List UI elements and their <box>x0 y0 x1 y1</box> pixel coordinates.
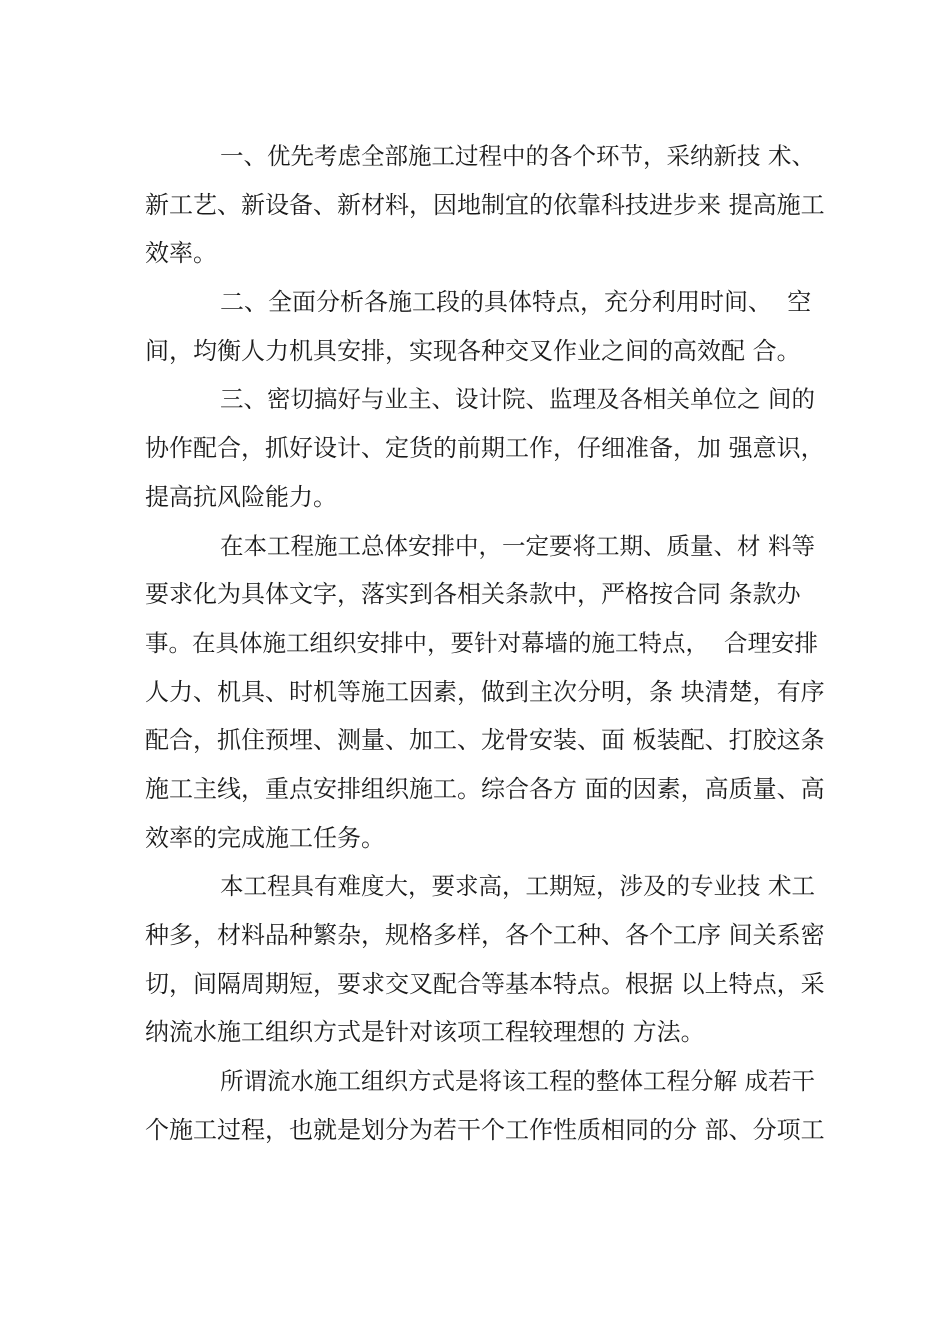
text-line: 提高抗风险能力。 <box>145 482 337 511</box>
text-line: 效率。 <box>145 239 217 268</box>
text-line: 在本工程施工总体安排中，一定要将工期、质量、材 料等 <box>220 531 815 560</box>
text-line: 效率的完成施工任务。 <box>145 823 385 852</box>
paragraph-1 <box>145 132 825 278</box>
paragraph-2 <box>145 278 825 375</box>
text-line: 二、全面分析各施工段的具体特点，充分利用时间、 空 <box>220 288 812 317</box>
paragraph-4 <box>145 522 825 863</box>
text-line: 切，间隔周期短，要求交叉配合等基本特点。根据 以上特点，采 <box>145 969 825 998</box>
paragraph-3 <box>145 375 825 521</box>
text-line: 个施工过程，也就是划分为若干个工作性质相同的分 部、分项工 <box>145 1115 825 1144</box>
text-line: 一、优先考虑全部施工过程中的各个环节，采纳新技 术、 <box>220 142 815 170</box>
text-line: 事。在具体施工组织安排中，要针对幕墙的施工特点， 合理安排 <box>145 628 818 657</box>
text-line: 施工主线，重点安排组织施工。综合各方 面的因素，高质量、高 <box>145 774 825 803</box>
text-line: 要求化为具体文字，落实到各相关条款中，严格按合同 条款办 <box>145 580 801 609</box>
paragraph-5 <box>145 862 825 1057</box>
paragraph-6 <box>145 1057 825 1154</box>
text-line: 三、密切搞好与业主、设计院、监理及各相关单位之 间的 <box>220 385 815 414</box>
text-line: 间，均衡人力机具安排，实现各种交叉作业之间的高效配 合。 <box>145 336 801 365</box>
text-line: 协作配合，抓好设计、定货的前期工作，仔细准备，加 强意识， <box>145 434 825 463</box>
text-line: 新工艺、新设备、新材料，因地制宜的依靠科技进步来 提高施工 <box>145 190 825 219</box>
text-line: 种多，材料品种繁杂，规格多样，各个工种、各个工序 间关系密 <box>145 921 825 949</box>
text-line: 配合，抓住预埋、测量、加工、龙骨安装、面 板装配、打胶这条 <box>145 726 825 755</box>
text-line: 人力、机具、时机等施工因素，做到主次分明，条 块清楚，有序 <box>145 677 825 706</box>
text-line: 纳流水施工组织方式是针对该项工程较理想的 方法。 <box>145 1018 705 1047</box>
text-line: 所谓流水施工组织方式是将该工程的整体工程分解 成若干 <box>220 1067 815 1096</box>
text-line: 本工程具有难度大，要求高，工期短，涉及的专业技 术工 <box>220 872 815 901</box>
document-body <box>145 132 825 1154</box>
